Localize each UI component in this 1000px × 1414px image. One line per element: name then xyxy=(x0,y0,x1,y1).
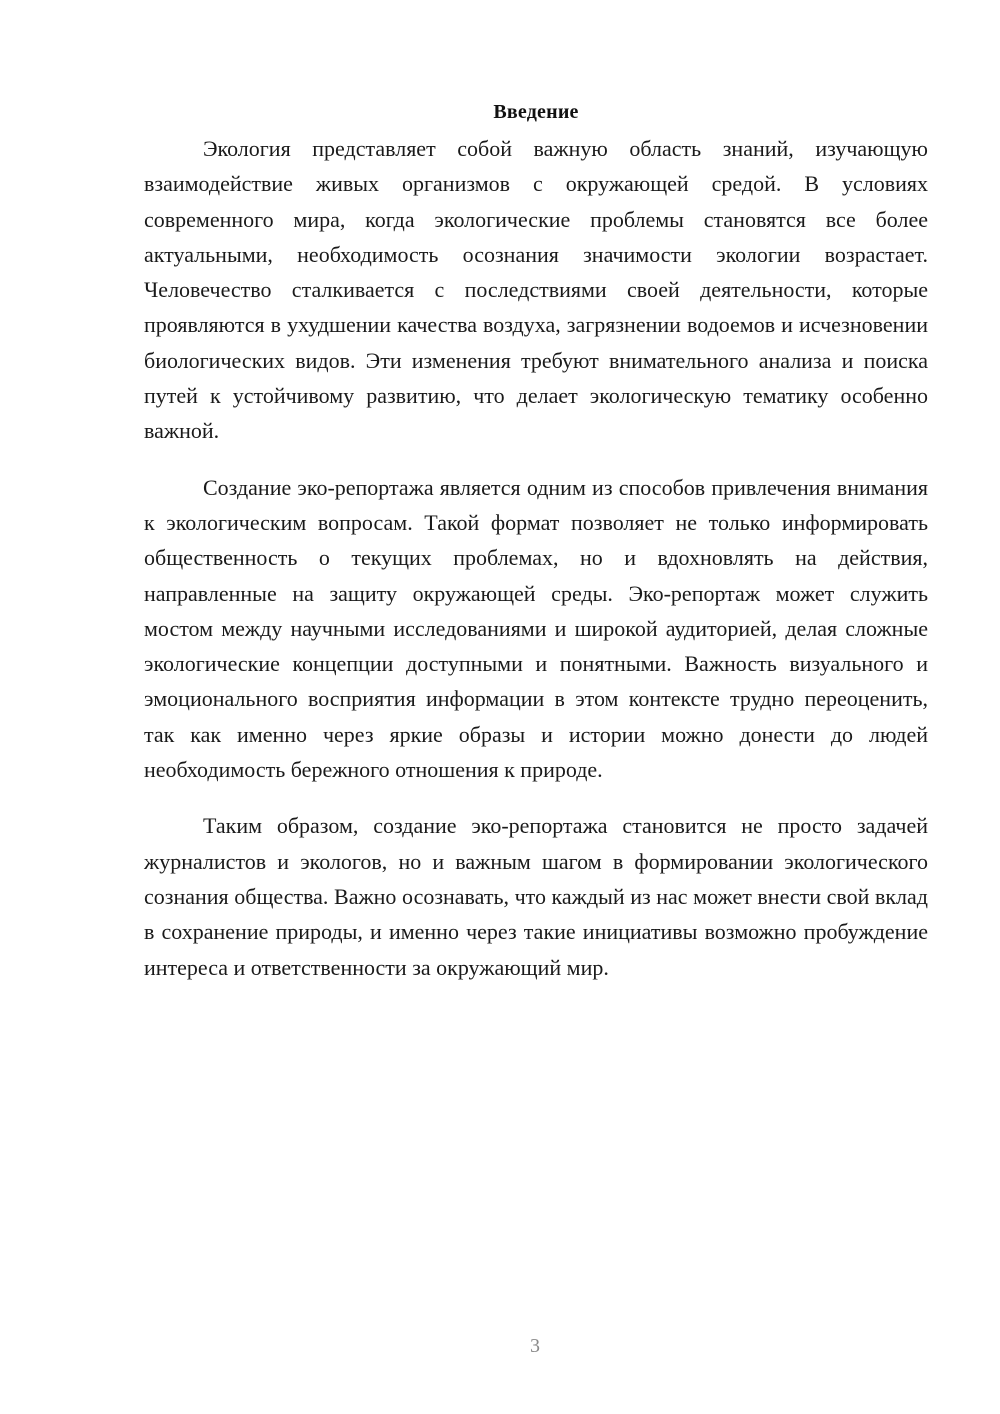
document-body xyxy=(144,97,928,985)
page-title: Введение xyxy=(493,101,579,123)
paragraph-3: Таким образом, создание эко-репортажа становится не просто задачей журналистов и экологов, но и важным шагом в формировании экологического сознания общества. Важно осознавать, что каждый из нас может внести свой вклад в сохранение природы, и именно через такие инициативы возможно пробуждение интереса и ответственности за окружающий мир. xyxy=(144,813,928,980)
paragraph-1: Экология представляет собой важную область знаний, изучающую взаимодействие живых организмов с окружающей средой. В условиях современного мира, когда экологические проблемы становятся все более актуальными, необходимость осознания значимости экологии возрастает. Человечество сталкивается с последствиями своей деятельности, которые проявляются в ухудшении качества воздуха, загрязнении водоемов и исчезновении биологических видов. Эти изменения требуют внимательного анализа и поиска путей к устойчивому развитию, что делает экологическую тематику особенно важной. xyxy=(144,136,928,444)
page-number: 3 xyxy=(530,1335,540,1357)
paragraph-2: Создание эко-репортажа является одним из способов привлечения внимания к экологическим вопросам. Такой формат позволяет не только информировать общественность о текущих проблемах, но и вдохновлять на действия, направленные на защиту окружающей среды. Эко-репортаж может служить мостом между научными исследованиями и широкой аудиторией, делая сложные экологические концепции доступными и понятными. Важность визуального и эмоционального восприятия информации в этом контексте трудно переоценить, так как именно через яркие образы и истории можно донести до людей необходимость бережного отношения к природе. xyxy=(144,474,928,783)
